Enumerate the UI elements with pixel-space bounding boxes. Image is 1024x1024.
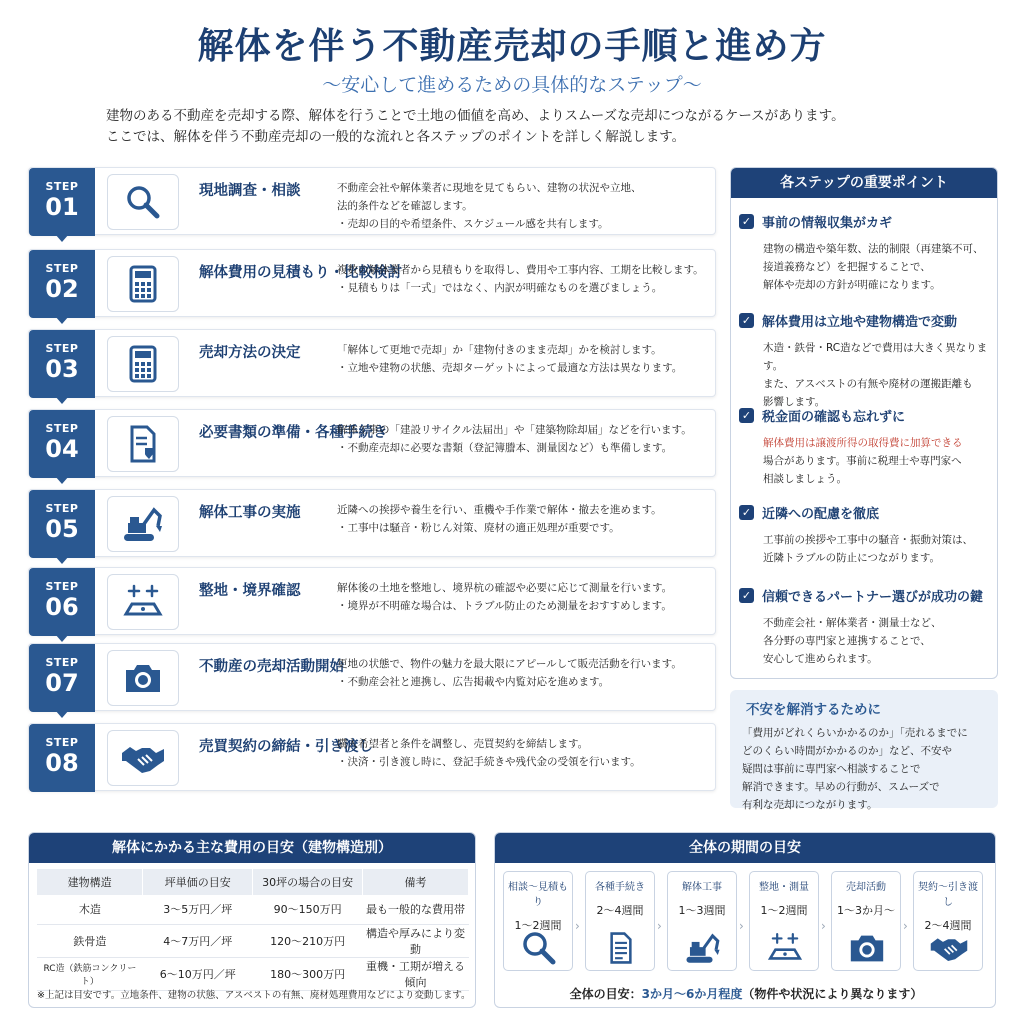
cost-column-header: 30坪の場合の目安 <box>253 869 363 895</box>
key-point-line: また、アスベストの有無や廃材の運搬距離も <box>763 378 973 390</box>
step-number: 04 <box>45 435 79 463</box>
step-badge <box>29 250 95 318</box>
step-label: STEP <box>45 180 79 193</box>
step-label: STEP <box>45 656 79 669</box>
step-title: 解体費用の見積もり・比較検討 <box>199 265 402 281</box>
step-title: 整地・境界確認 <box>199 583 301 599</box>
phase-duration: 1〜2週間 <box>760 904 808 917</box>
step-desc-line: ・不動産会社と連携し、広告掲載や内覧対応を進めます。 <box>337 676 610 688</box>
step-description <box>337 579 713 615</box>
key-point <box>739 406 993 488</box>
key-point-title: 解体費用は立地や建物構造で変動 <box>762 315 958 330</box>
key-point-line: 各分野の専門家と連携することで、 <box>763 635 931 647</box>
step-label: STEP <box>45 342 79 355</box>
step-label: STEP <box>45 262 79 275</box>
step-title: 不動産の売却活動開始 <box>199 659 344 675</box>
table-row <box>37 924 469 957</box>
phase-label: 整地・測量 <box>759 882 809 893</box>
step-card <box>28 167 716 235</box>
checkbox-icon: ✓ <box>739 214 754 229</box>
camera-icon <box>847 930 887 966</box>
phase-duration: 1〜3週間 <box>678 904 726 917</box>
table-cell: 重機・工期が増える傾向 <box>363 957 469 990</box>
anxiety-line: 疑問は事前に専門家へ相談することで <box>742 763 921 775</box>
key-points-panel <box>730 167 998 679</box>
period-total-prefix: 全体の目安： <box>569 987 642 1001</box>
phase-label: 相談〜見積もり <box>508 882 568 908</box>
intro-line: ここでは、解体を伴う不動産売却の一般的な流れと各ステップのポイントを詳しく解説します。 <box>106 129 686 145</box>
period-phase <box>503 871 573 971</box>
step-card <box>28 409 716 477</box>
table-cell: 6〜10万円／坪 <box>143 957 253 990</box>
period-phase <box>667 871 737 971</box>
table-cell: 木造 <box>37 895 143 924</box>
table-cell: 最も一般的な費用帯 <box>363 895 469 924</box>
period-phase <box>913 871 983 971</box>
table-row <box>37 957 469 990</box>
handshake-icon <box>929 930 969 966</box>
step-badge <box>29 724 95 792</box>
cost-table <box>37 869 469 991</box>
table-cell: 鉄骨造 <box>37 924 143 957</box>
calculator-icon <box>107 336 179 392</box>
step-connector-arrow <box>55 234 69 242</box>
step-number: 06 <box>45 593 79 621</box>
step-desc-line: 近隣への挨拶や養生を行い、重機や手作業で解体・撤去を進めます。 <box>337 504 662 516</box>
step-label: STEP <box>45 422 79 435</box>
step-desc-line: 複数の解体業者から見積もりを取得し、費用や工事内容、工期を比較します。 <box>337 264 704 276</box>
step-connector-arrow <box>55 710 69 718</box>
step-description <box>337 421 713 457</box>
table-cell: 180〜300万円 <box>253 957 363 990</box>
intro-line: 建物のある不動産を売却する際、解体を行うことで土地の価値を高め、よりスムーズな売却につながるケースがあります。 <box>106 108 845 124</box>
key-point <box>739 212 993 294</box>
cost-column-header: 備考 <box>363 869 469 895</box>
step-desc-line: 解体工事の「建設リサイクル法届出」や「建築物除却届」などを行います。 <box>337 424 692 436</box>
step-desc-line: ・見積もりは「一式」ではなく、内訳が明確なものを選びましょう。 <box>337 282 663 294</box>
step-connector-arrow <box>55 316 69 324</box>
checkbox-icon: ✓ <box>739 408 754 423</box>
key-point-line: 木造・鉄骨・RC造などで費用は大きく異なります。 <box>763 342 988 372</box>
key-point-line: 接道義務など）を把握することで、 <box>763 261 931 273</box>
search-icon <box>519 930 559 966</box>
anxiety-line: どのくらい時間がかかるのか」など、不安や <box>742 745 952 757</box>
phase-duration: 1〜3か月〜 <box>837 904 895 917</box>
step-desc-line: ・工事中は騒音・粉じん対策、廃材の適正処理が重要です。 <box>337 522 620 534</box>
step-number: 08 <box>45 749 79 777</box>
key-point-line: 近隣トラブルの防止につながります。 <box>763 552 941 564</box>
period-total-suffix: （物件や状況により異なります） <box>742 987 923 1001</box>
step-label: STEP <box>45 580 79 593</box>
cost-note: ※上記は目安です。立地条件、建物の状態、アスベストの有無、廃材処理費用などにより変動します。 <box>37 990 471 1001</box>
step-card <box>28 723 716 791</box>
key-point-line: 安心して進められます。 <box>763 653 878 665</box>
step-number: 03 <box>45 355 79 383</box>
key-point-line: 工事前の挨拶や工事中の騒音・振動対策は、 <box>763 534 973 546</box>
step-number: 07 <box>45 669 79 697</box>
key-point-line: 解体や売却の方針が明確になります。 <box>763 279 941 291</box>
document-shield-icon <box>107 416 179 472</box>
step-desc-line: 解体後の土地を整地し、境界杭の確認や必要に応じて測量を行います。 <box>337 582 673 594</box>
intro-text <box>106 106 926 148</box>
step-card <box>28 567 716 635</box>
key-point-line: 不動産会社・解体業者・測量士など、 <box>763 617 942 629</box>
step-desc-line: 法的条件などを確認します。 <box>337 200 473 212</box>
checkbox-icon: ✓ <box>739 313 754 328</box>
excavator-icon <box>107 496 179 552</box>
step-title: 解体工事の実施 <box>199 505 301 521</box>
cost-table-header: 解体にかかる主な費用の目安（建物構造別） <box>29 833 475 863</box>
key-point <box>739 503 993 567</box>
chevron-right-icon: › <box>657 919 662 933</box>
step-connector-arrow <box>55 634 69 642</box>
cost-table-box <box>28 832 476 1008</box>
phase-label: 各種手続き <box>595 882 645 893</box>
chevron-right-icon: › <box>739 919 744 933</box>
key-point-title: 税金面の確認も忘れずに <box>762 410 906 425</box>
step-card <box>28 643 716 711</box>
step-connector-arrow <box>55 556 69 564</box>
table-row <box>37 895 469 924</box>
page-subtitle: 〜安心して進めるための具体的なステップ〜 <box>322 74 702 96</box>
checkbox-icon: ✓ <box>739 588 754 603</box>
step-description <box>337 735 713 771</box>
anxiety-line: 解消できます。早めの行動が、スムーズで <box>742 781 940 793</box>
period-total <box>495 985 997 1002</box>
step-card <box>28 249 716 317</box>
period-phase <box>749 871 819 971</box>
step-title: 現地調査・相談 <box>199 183 301 199</box>
step-number: 02 <box>45 275 79 303</box>
period-box <box>494 832 996 1008</box>
phase-duration: 2〜4週間 <box>924 919 972 932</box>
table-cell: 3〜5万円／坪 <box>143 895 253 924</box>
period-header: 全体の期間の目安 <box>495 833 995 863</box>
excavator-icon <box>683 930 723 966</box>
step-desc-line: 「解体して更地で売却」か「建物付きのまま売却」かを検討します。 <box>337 344 662 356</box>
step-connector-arrow <box>55 476 69 484</box>
phase-label: 契約〜引き渡し <box>918 882 978 908</box>
cost-column-header: 建物構造 <box>37 869 143 895</box>
step-desc-line: ・決済・引き渡し時に、登記手続きや残代金の受領を行います。 <box>337 756 641 768</box>
key-point-title: 信頼できるパートナー選びが成功の鍵 <box>762 590 984 605</box>
step-connector-arrow <box>55 396 69 404</box>
key-point-highlight: 解体費用は譲渡所得の取得費に加算できる <box>763 437 963 449</box>
step-title: 売買契約の締結・引き渡し <box>199 739 373 755</box>
step-badge <box>29 330 95 398</box>
handshake-icon <box>107 730 179 786</box>
period-phase <box>831 871 901 971</box>
table-cell: RC造（鉄筋コンクリート） <box>37 957 143 990</box>
key-point-line: 建物の構造や築年数、法的制限（再建築不可、 <box>763 243 984 255</box>
land-survey-icon <box>107 574 179 630</box>
search-icon <box>107 174 179 230</box>
chevron-right-icon: › <box>903 919 908 933</box>
anxiety-line: 有利な売却につながります。 <box>742 799 878 811</box>
step-title: 必要書類の準備・各種手続き <box>199 425 388 441</box>
anxiety-line: 「費用がどれくらいかかるのか」「売れるまでに <box>742 727 968 739</box>
step-number: 05 <box>45 515 79 543</box>
key-point-line: 場合があります。事前に税理士や専門家へ <box>763 455 962 467</box>
period-phase <box>585 871 655 971</box>
table-cell: 90〜150万円 <box>253 895 363 924</box>
step-card <box>28 329 716 397</box>
key-point-title: 事前の情報収集がカギ <box>762 216 893 231</box>
step-description <box>337 179 713 233</box>
step-desc-line: 更地の状態で、物件の魅力を最大限にアピールして販売活動を行います。 <box>337 658 682 670</box>
step-label: STEP <box>45 502 79 515</box>
document-icon <box>601 930 641 966</box>
step-card <box>28 489 716 557</box>
phase-label: 解体工事 <box>682 882 722 893</box>
key-point-title: 近隣への配慮を徹底 <box>762 507 880 522</box>
cost-column-header: 坪単価の目安 <box>143 869 253 895</box>
step-desc-line: ・境界が不明確な場合は、トラブル防止のため測量をおすすめします。 <box>337 600 672 612</box>
key-points-header: 各ステップの重要ポイント <box>731 168 997 198</box>
step-number: 01 <box>45 193 79 221</box>
key-point-line: 影響します。 <box>763 396 826 408</box>
step-desc-line: 不動産会社や解体業者に現地を見てもらい、建物の状況や立地、 <box>337 182 642 194</box>
step-badge <box>29 490 95 558</box>
step-desc-line: ・売却の目的や希望条件、スケジュール感を共有します。 <box>337 218 609 230</box>
step-desc-line: ・不動産売却に必要な書類（登記簿謄本、測量図など）も準備します。 <box>337 442 673 454</box>
land-survey-icon <box>765 930 805 966</box>
chevron-right-icon: › <box>821 919 826 933</box>
key-point <box>739 311 993 411</box>
phase-label: 売却活動 <box>846 882 886 893</box>
step-description <box>337 261 713 297</box>
period-total-highlight: 3か月〜6か月程度 <box>641 987 743 1001</box>
calculator-icon <box>107 256 179 312</box>
page-title: 解体を伴う不動産売却の手順と進め方 <box>197 26 827 67</box>
step-desc-line: 購入希望者と条件を調整し、売買契約を締結します。 <box>337 738 589 750</box>
step-label: STEP <box>45 736 79 749</box>
table-cell: 構造や厚みにより変動 <box>363 924 469 957</box>
step-badge <box>29 168 95 236</box>
phase-duration: 1〜2週間 <box>514 919 562 932</box>
table-cell: 4〜7万円／坪 <box>143 924 253 957</box>
anxiety-title: 不安を解消するために <box>746 702 881 718</box>
step-description <box>337 341 713 377</box>
step-badge <box>29 568 95 636</box>
step-description <box>337 655 713 691</box>
step-badge <box>29 410 95 478</box>
chevron-right-icon: › <box>575 919 580 933</box>
checkbox-icon: ✓ <box>739 505 754 520</box>
anxiety-body <box>742 724 986 814</box>
step-desc-line: ・立地や建物の状態、売却ターゲットによって最適な方法は異なります。 <box>337 362 683 374</box>
key-point <box>739 586 993 668</box>
anxiety-box <box>730 690 998 811</box>
table-cell: 120〜210万円 <box>253 924 363 957</box>
key-point-line: 相談しましょう。 <box>763 473 847 485</box>
camera-icon <box>107 650 179 706</box>
step-title: 売却方法の決定 <box>199 345 301 361</box>
step-badge <box>29 644 95 712</box>
step-description <box>337 501 713 537</box>
phase-duration: 2〜4週間 <box>596 904 644 917</box>
